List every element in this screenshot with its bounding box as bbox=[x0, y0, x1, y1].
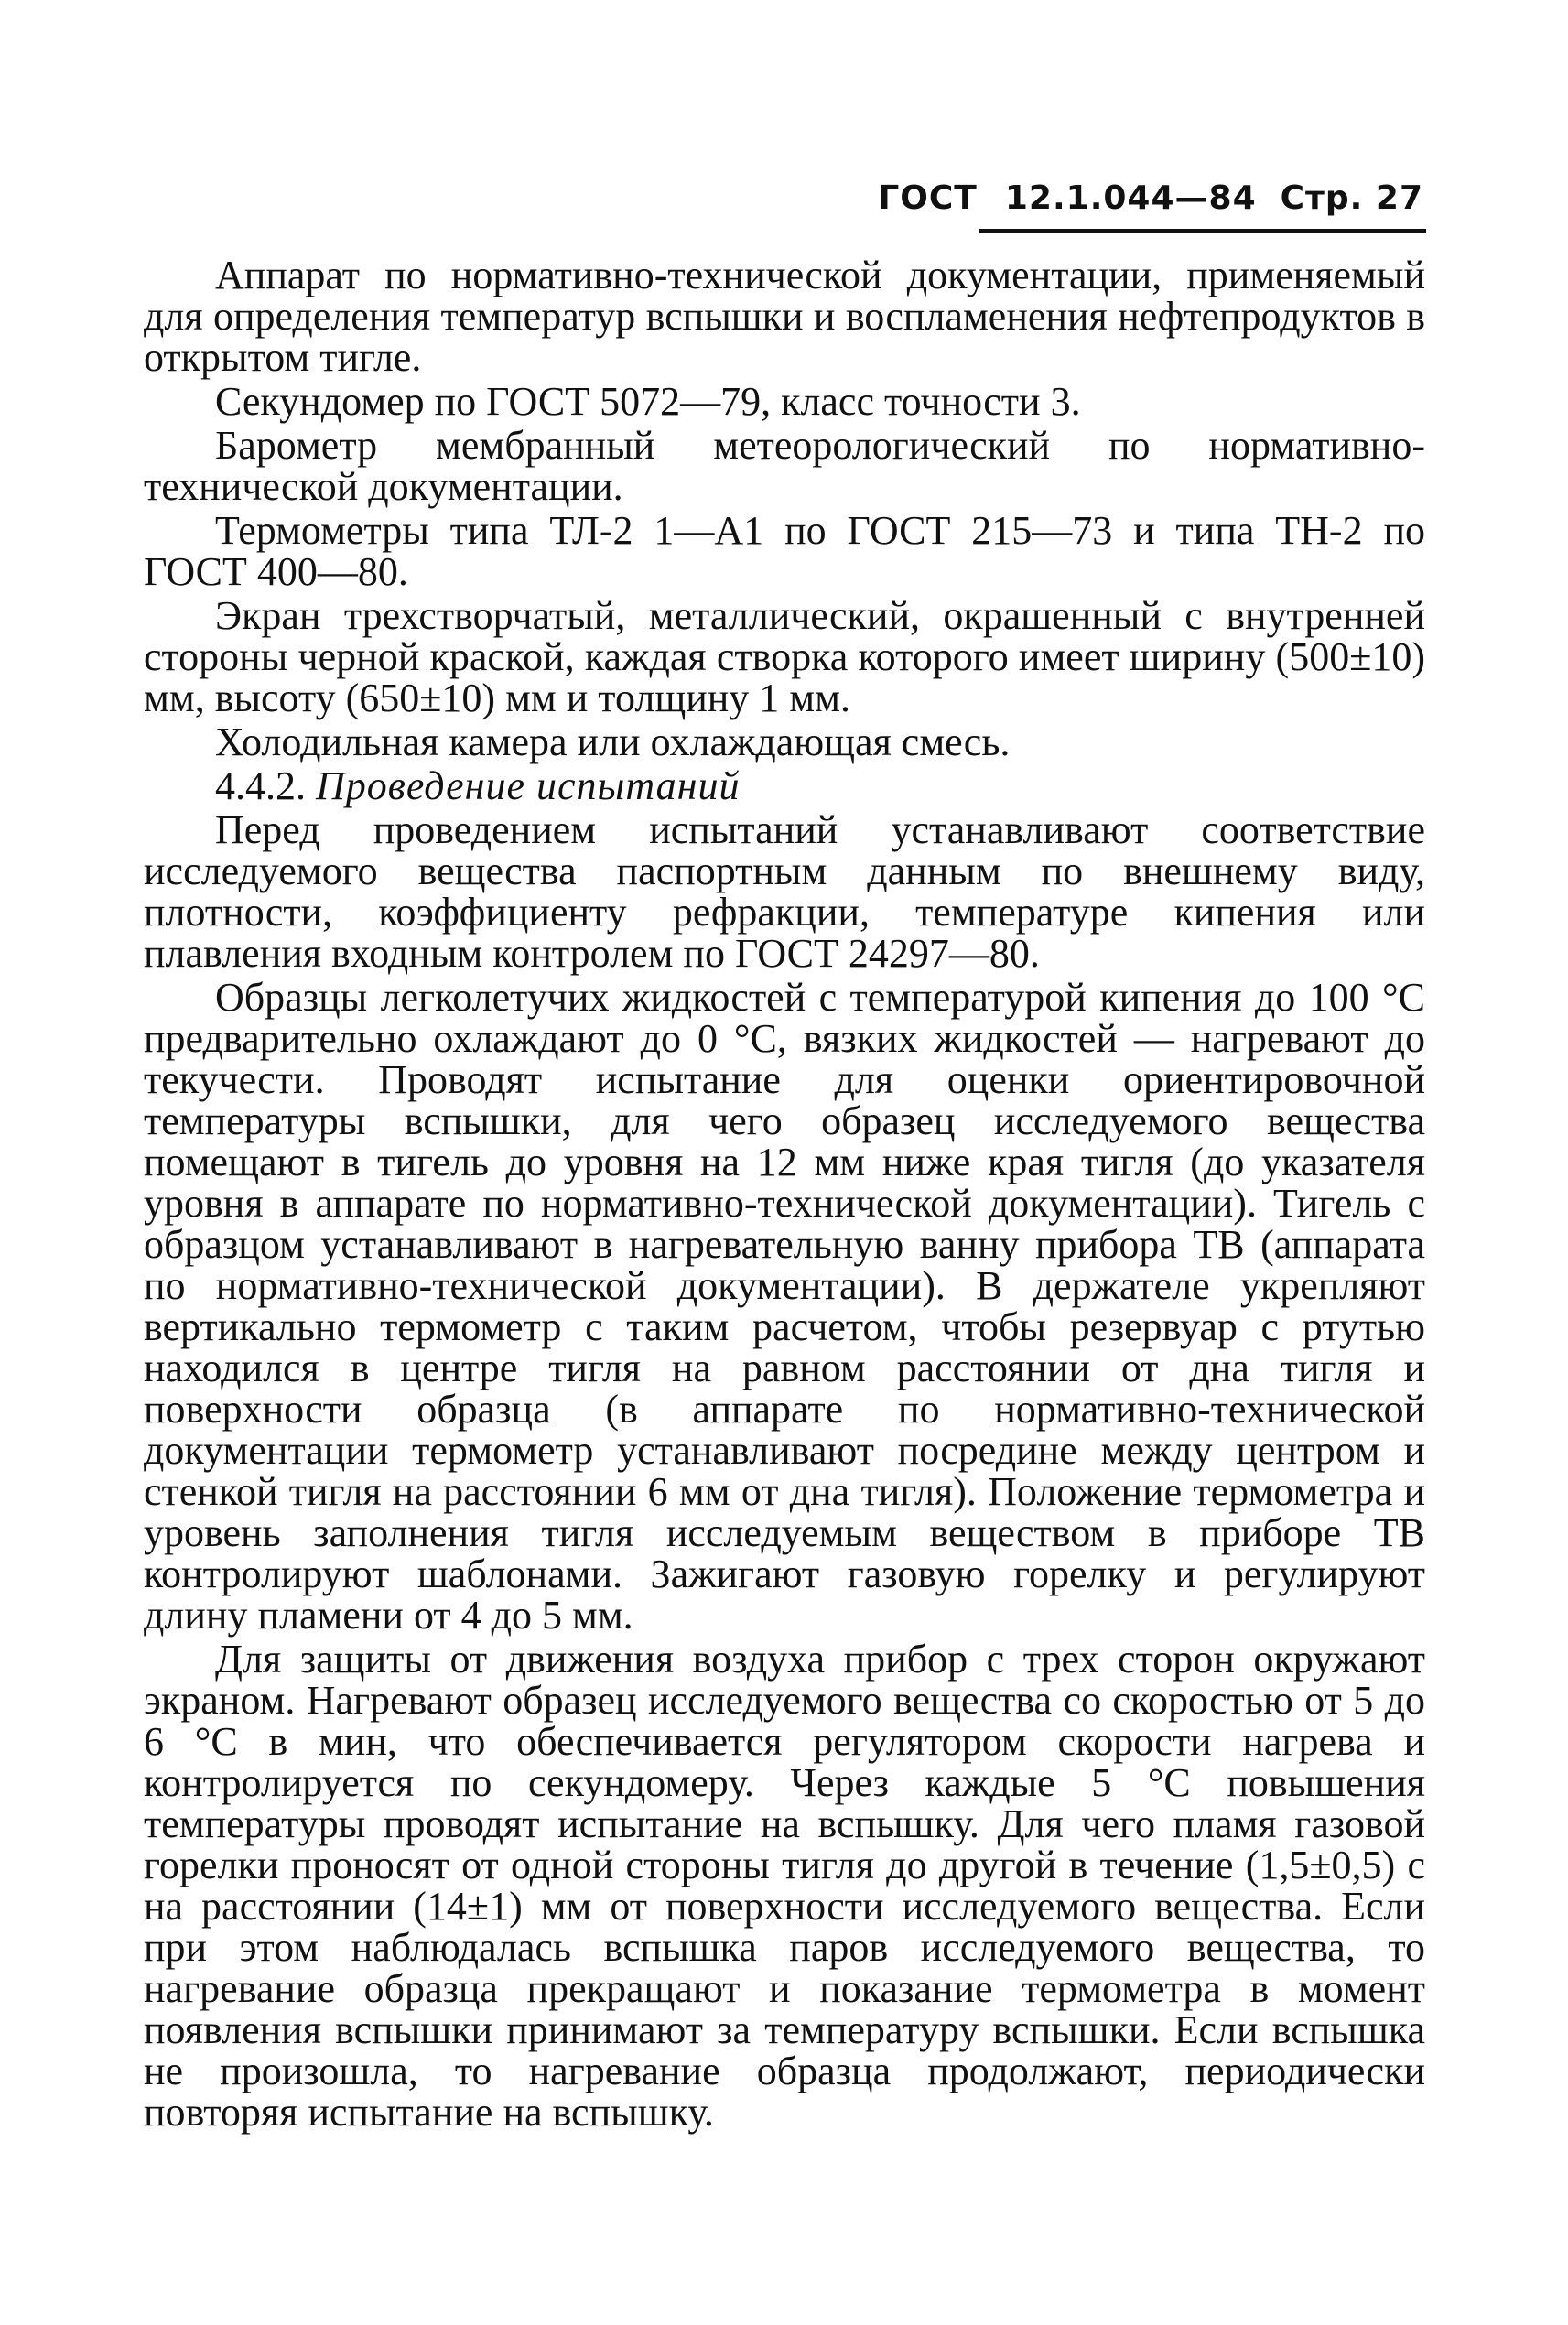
header-standard: ГОСТ bbox=[878, 179, 978, 217]
section-heading bbox=[144, 765, 1425, 806]
paragraph: Аппарат по нормативно-технической документации, применяемый для определения температур вспышки и воспламенения нефтепродуктов в открытом тигле. bbox=[144, 253, 1425, 380]
running-header bbox=[878, 179, 1423, 217]
paragraph: Термометры типа ТЛ-2 1—А1 по ГОСТ 215—73 и типа ТН-2 по ГОСТ 400—80. bbox=[144, 508, 1425, 594]
section-title: Проведение испытаний bbox=[316, 763, 741, 808]
paragraph: Барометр мембранный метеорологический по нормативно-технической документации. bbox=[144, 423, 1425, 509]
paragraph: Перед проведением испытаний устанавливают соответствие исследуемого вещества паспортным данным по внешнему виду, плотности, коэффициенту рефракции, температуре кипения или плавления входным контролем по ГОСТ 24297—80. bbox=[144, 807, 1425, 976]
paragraph: Образцы легколетучих жидкостей с температурой кипения до 100 °С предварительно охлаждают до 0 °С, вязких жидкостей — нагревают до текучести. Проводят испытание для оценки ориентировочной температуры вспышки, для чего образец исследуемого вещества помещают в тигель до уровня на 12 мм ниже края тигля (до указателя уровня в аппарате по нормативно-технической документации). Тигель с образцом устанавливают в нагревательную ванну прибора ТВ (аппарата по нормативно-технической документации). В держателе укрепляют вертикально термометр с таким расчетом, чтобы резервуар с ртутью находился в центре тигля на равном расстоянии от дна тигля и поверхности образца (в аппарате по нормативно-технической документации термометр устанавливают посредине между центром и стенкой тигля на расстоянии 6 мм от дна тигля). Положение термометра и уровень заполнения тигля исследуемым веществом в приборе ТВ контролируют шаблонами. Зажигают газовую горелку и регулируют длину пламени от 4 до 5 мм. bbox=[144, 975, 1425, 1638]
body-text bbox=[144, 254, 1425, 2136]
paragraph: Экран трехстворчатый, металлический, окрашенный с внутренней стороны черной краской, каждая створка которого имеет ширину (500±10) мм, высоту (650±10) мм и толщину 1 мм. bbox=[144, 593, 1425, 720]
section-number: 4.4.2. bbox=[215, 763, 306, 808]
paragraph: Холодильная камера или охлаждающая смесь. bbox=[215, 719, 1011, 764]
paragraph: Для защиты от движения воздуха прибор с трех сторон окружают экраном. Нагревают образец исследуемого вещества со скоростью от 5 до 6 °С в мин, что обеспечивается регулятором скорости нагрева и контролируется по секундомеру. Через каждые 5 °С повышения температуры проводят испытание на вспышку. Для чего пламя газовой горелки проносят от одной стороны тигля до другой в течение (1,5±0,5) с на расстоянии (14±1) мм от поверхности исследуемого вещества. Если при этом наблюдалась вспышка паров исследуемого вещества, то нагревание образца прекращают и показание термометра в момент появления вспышки принимают за температуру вспышки. Если вспышка не произошла, то нагревание образца продолжают, периодически повторяя испытание на вспышку. bbox=[144, 1637, 1425, 2135]
header-code: 12.1.044—84 bbox=[1004, 179, 1257, 217]
header-rule bbox=[979, 229, 1426, 233]
paragraph: Секундомер по ГОСТ 5072—79, класс точности 3. bbox=[215, 379, 1081, 424]
header-page-number: Стр. 27 bbox=[1280, 179, 1423, 217]
